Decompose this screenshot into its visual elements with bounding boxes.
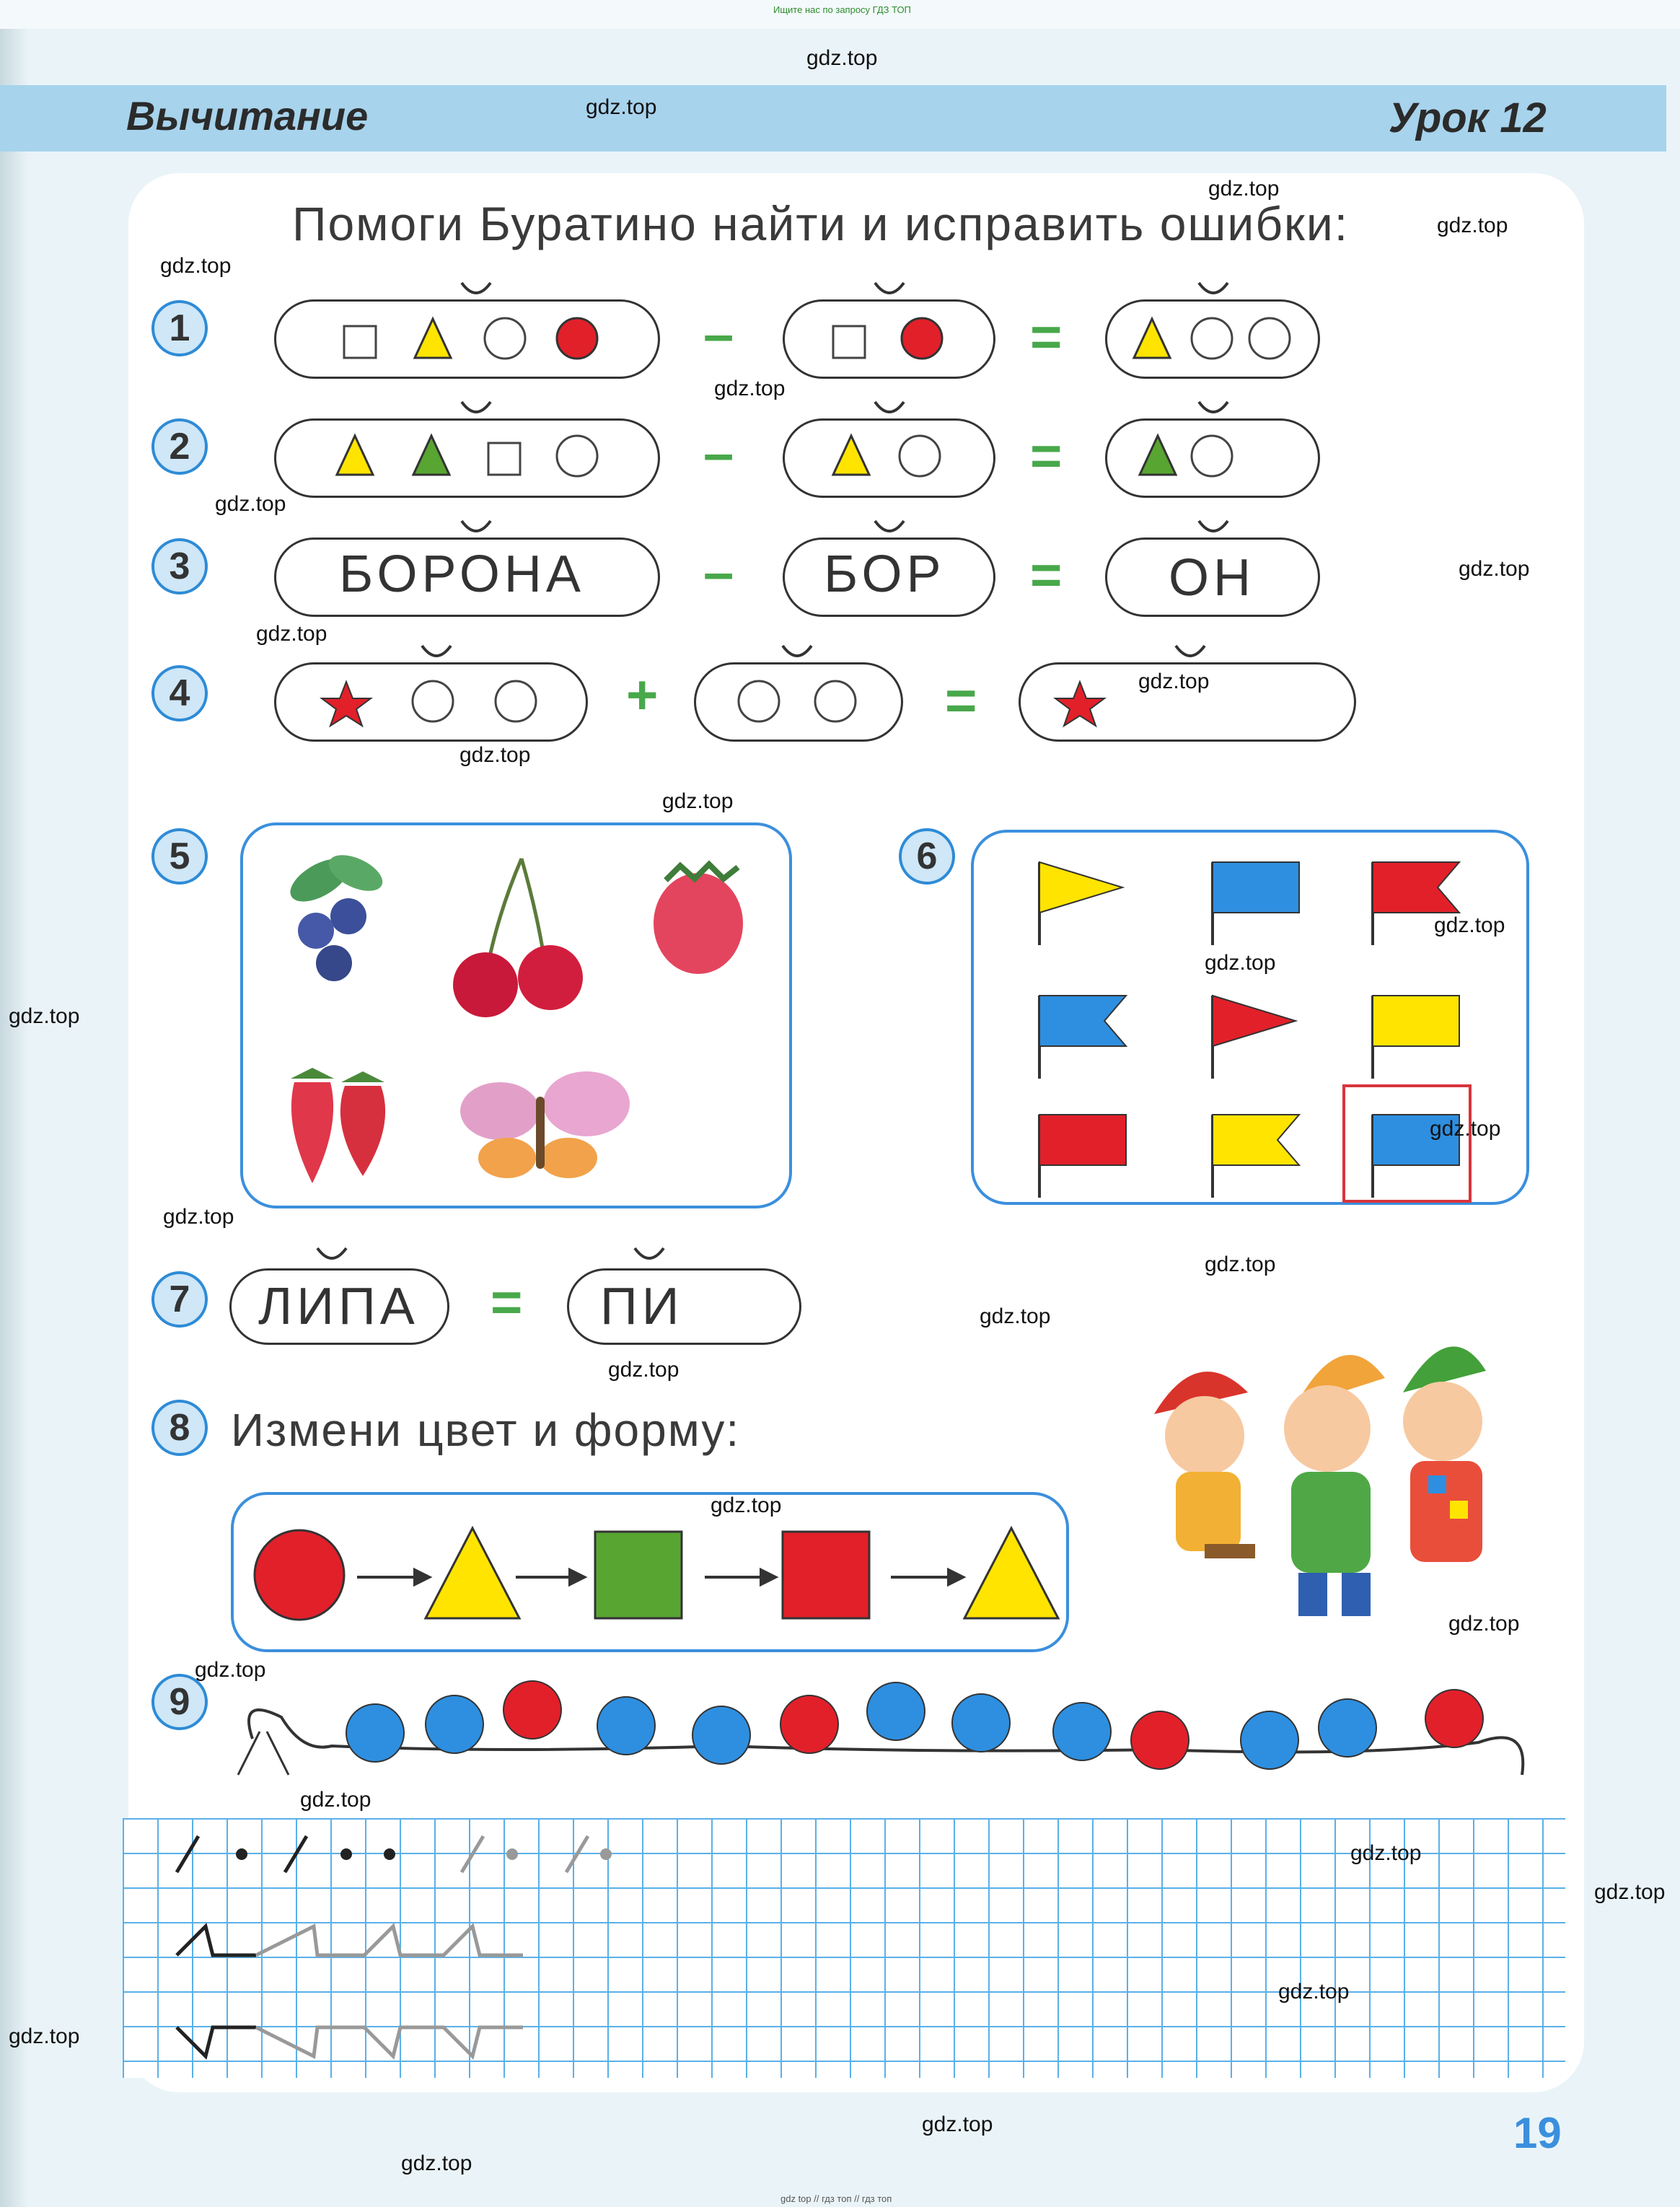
watermark: gdz.top bbox=[714, 377, 786, 400]
watermark: gdz.top bbox=[300, 1788, 371, 1812]
task9-bead-string bbox=[216, 1674, 1551, 1789]
red-bead bbox=[1425, 1690, 1483, 1747]
square-shape bbox=[833, 326, 865, 358]
watermark: gdz.top bbox=[711, 1493, 782, 1517]
equals-sign: = bbox=[1030, 307, 1063, 368]
watermark: gdz.top bbox=[1594, 1880, 1666, 1904]
blue-bead bbox=[1241, 1711, 1298, 1769]
arc-mark bbox=[462, 283, 491, 293]
equals-sign: = bbox=[1030, 426, 1063, 487]
circle-shape bbox=[739, 681, 779, 721]
red-bead bbox=[1131, 1711, 1189, 1769]
bow-knot bbox=[238, 1732, 289, 1775]
red-bead bbox=[503, 1681, 561, 1739]
watermark: gdz.top bbox=[980, 1304, 1051, 1328]
arc-mark bbox=[1199, 283, 1228, 293]
triangle-shape bbox=[337, 436, 373, 475]
circle-shape bbox=[1249, 318, 1290, 359]
circle-shape bbox=[815, 681, 856, 721]
task7-word-a: ЛИПА bbox=[258, 1278, 419, 1335]
child-right bbox=[1403, 1346, 1486, 1562]
strawberries-picture bbox=[291, 1068, 385, 1183]
blue-bead bbox=[426, 1695, 483, 1753]
circle-shape bbox=[496, 681, 536, 721]
watermark: gdz.top bbox=[401, 2151, 472, 2175]
plus-sign: + bbox=[626, 664, 659, 726]
arc-mark bbox=[875, 521, 904, 531]
watermark: gdz.top bbox=[459, 743, 531, 767]
yellow-triangle bbox=[426, 1528, 519, 1618]
task-number-7: 7 bbox=[151, 1271, 208, 1328]
triangle-shape bbox=[1134, 319, 1170, 358]
watermark: gdz.top bbox=[163, 1205, 234, 1229]
child-left bbox=[1154, 1372, 1255, 1558]
triangle-shape bbox=[415, 319, 451, 358]
raspberry-picture bbox=[654, 864, 743, 974]
triangle-shape bbox=[413, 436, 449, 475]
circle-shape bbox=[900, 436, 940, 476]
blue-bead bbox=[867, 1682, 925, 1740]
arc-mark bbox=[422, 646, 451, 656]
watermark: gdz.top bbox=[1278, 1980, 1350, 2004]
task-number-2: 2 bbox=[151, 418, 208, 475]
child-middle bbox=[1284, 1355, 1385, 1616]
watermark: gdz.top bbox=[1448, 1612, 1520, 1636]
blue-bead bbox=[952, 1694, 1010, 1752]
red-rect-flag bbox=[1039, 1115, 1126, 1165]
arc-mark bbox=[462, 521, 491, 531]
task5-pictures bbox=[240, 822, 792, 1208]
blue-bead bbox=[1319, 1699, 1376, 1757]
watermark: gdz.top bbox=[215, 492, 286, 516]
arc-mark bbox=[875, 283, 904, 293]
page-number: 19 bbox=[1513, 2109, 1562, 2157]
butterfly-picture bbox=[460, 1071, 630, 1178]
task8-sequence bbox=[231, 1492, 1069, 1652]
watermark: gdz.top bbox=[1205, 1252, 1276, 1276]
watermark: gdz.top bbox=[806, 46, 878, 70]
watermark: gdz.top bbox=[256, 622, 327, 646]
yellow-triangle bbox=[964, 1528, 1058, 1618]
watermark: gdz.top bbox=[1437, 214, 1508, 237]
cherries-picture bbox=[453, 859, 583, 1017]
task8-instruction: Измени цвет и форму: bbox=[231, 1404, 741, 1456]
red-triangle-flag bbox=[1213, 996, 1296, 1046]
arc-mark bbox=[1199, 521, 1228, 531]
circle-shape bbox=[557, 436, 597, 476]
watermark: gdz.top bbox=[1350, 1841, 1422, 1865]
watermark: gdz.top bbox=[160, 254, 232, 278]
star-shape bbox=[322, 682, 371, 726]
tasks-1-4-shapes bbox=[0, 0, 1680, 794]
circle-shape bbox=[902, 318, 942, 359]
children-illustration bbox=[1125, 1328, 1529, 1631]
yellow-swallow-flag bbox=[1213, 1115, 1299, 1165]
equals-sign: = bbox=[491, 1272, 523, 1333]
star-shape bbox=[1055, 682, 1104, 726]
task-number-8: 8 bbox=[151, 1400, 208, 1456]
topic-title: Вычитание bbox=[126, 93, 369, 139]
watermark: gdz.top bbox=[9, 1004, 80, 1028]
circle-shape bbox=[413, 681, 453, 721]
arc-mark bbox=[783, 646, 812, 656]
red-square bbox=[783, 1532, 869, 1618]
top-note: Ищите нас по запросу ГДЗ ТОП bbox=[773, 4, 911, 15]
task3-result: ОН bbox=[1169, 549, 1255, 607]
task7-word-b: ПИ bbox=[600, 1278, 684, 1335]
task-number-9: 9 bbox=[151, 1674, 208, 1730]
circle-shape bbox=[1192, 436, 1232, 476]
yellow-rect-flag bbox=[1373, 996, 1459, 1046]
watermark: gdz.top bbox=[1434, 913, 1505, 937]
blue-rect-flag bbox=[1213, 862, 1299, 913]
minus-sign: – bbox=[703, 423, 734, 484]
task7-arcs bbox=[0, 1241, 866, 1284]
watermark: gdz.top bbox=[1205, 951, 1276, 975]
watermark: gdz.top bbox=[195, 1658, 266, 1682]
red-circle bbox=[255, 1530, 344, 1620]
blue-swallow-flag bbox=[1039, 996, 1126, 1046]
watermark: gdz.top bbox=[1138, 670, 1210, 693]
blue-bead bbox=[597, 1697, 655, 1755]
triangle-shape bbox=[1140, 436, 1176, 475]
watermark: gdz.top bbox=[922, 2112, 993, 2136]
arc-mark bbox=[875, 402, 904, 412]
arc-mark bbox=[1199, 402, 1228, 412]
bottom-note: gdz top // гдз топ // гдз топ bbox=[780, 2193, 892, 2204]
watermark: gdz.top bbox=[9, 2024, 80, 2048]
equals-sign: = bbox=[945, 670, 977, 732]
watermark: gdz.top bbox=[1430, 1117, 1501, 1141]
task-number-3: 3 bbox=[151, 538, 208, 594]
arc-mark bbox=[462, 402, 491, 412]
blueberries-picture bbox=[283, 848, 388, 981]
watermark: gdz.top bbox=[662, 789, 734, 813]
task3-word-b: БОР bbox=[824, 545, 946, 603]
blue-bead bbox=[346, 1704, 404, 1762]
equals-sign: = bbox=[1030, 545, 1063, 606]
circle-shape bbox=[485, 318, 525, 359]
watermark: gdz.top bbox=[1208, 177, 1280, 201]
triangle-shape bbox=[833, 436, 869, 475]
green-square bbox=[595, 1532, 682, 1618]
writing-patterns bbox=[123, 1818, 628, 2078]
minus-sign: – bbox=[703, 542, 734, 603]
square-shape bbox=[344, 326, 376, 358]
circle-shape bbox=[557, 318, 597, 359]
task6-flags bbox=[971, 830, 1529, 1205]
minus-sign: – bbox=[703, 304, 734, 365]
circle-shape bbox=[1192, 318, 1232, 359]
task-number-4: 4 bbox=[151, 665, 208, 721]
red-swallow-flag bbox=[1373, 862, 1459, 913]
arc-mark bbox=[1176, 646, 1205, 656]
blue-bead bbox=[1053, 1703, 1111, 1760]
watermark: gdz.top bbox=[586, 95, 657, 119]
square-shape bbox=[488, 443, 520, 475]
red-bead bbox=[780, 1695, 838, 1753]
task-number-6: 6 bbox=[899, 828, 955, 885]
task-number-5: 5 bbox=[151, 828, 208, 885]
yellow-triangle-flag bbox=[1039, 862, 1122, 913]
task-number-1: 1 bbox=[151, 300, 208, 356]
blue-bead bbox=[692, 1706, 750, 1764]
task-instruction: Помоги Буратино найти и исправить ошибки: bbox=[292, 197, 1350, 250]
watermark: gdz.top bbox=[1459, 557, 1530, 581]
task3-word-a: БОРОНА bbox=[339, 545, 585, 603]
watermark: gdz.top bbox=[608, 1358, 680, 1382]
lesson-number: Урок 12 bbox=[1389, 95, 1547, 141]
